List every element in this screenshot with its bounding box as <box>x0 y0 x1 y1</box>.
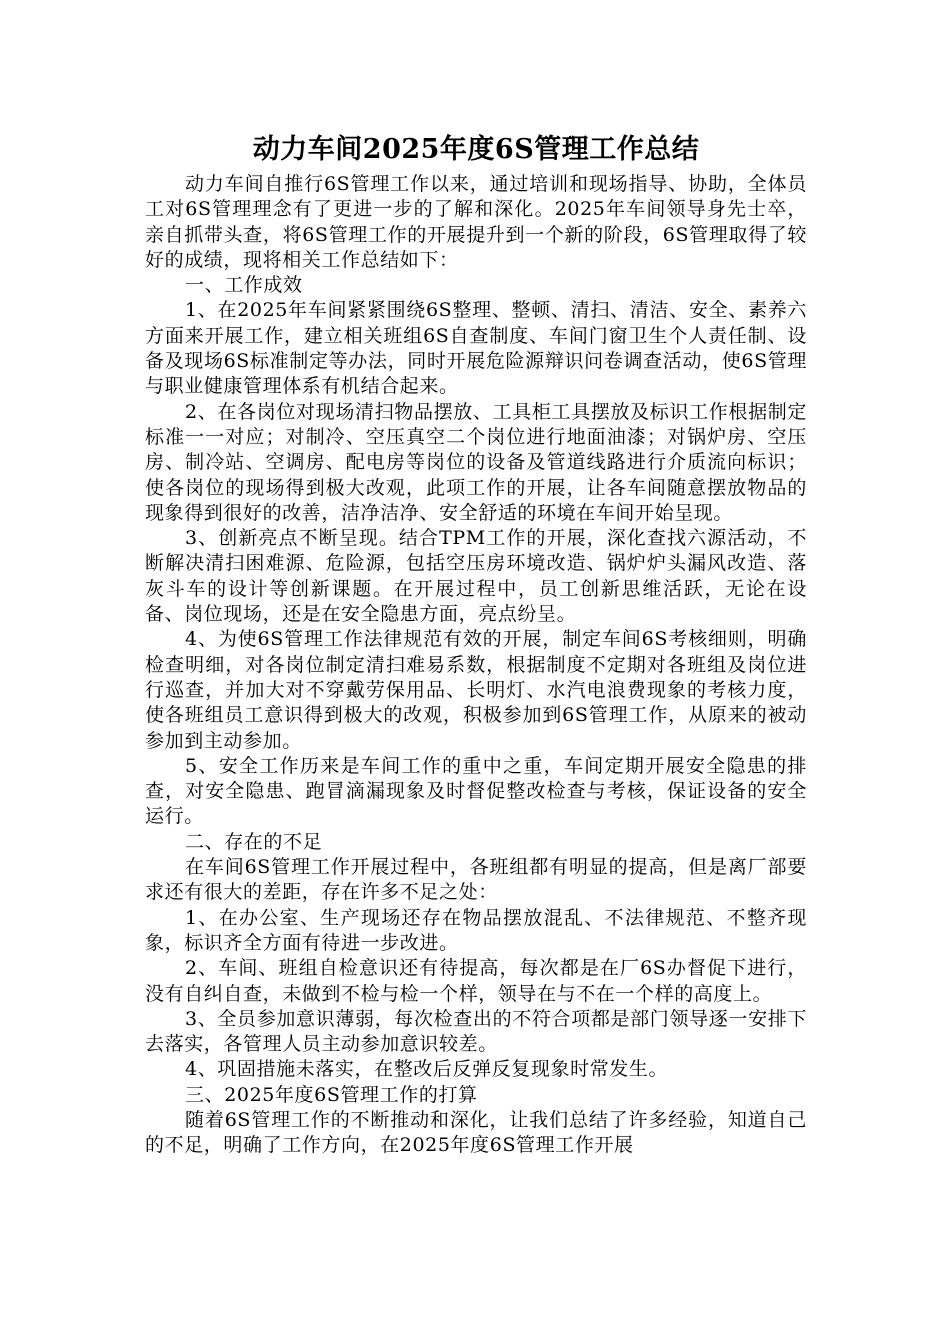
paragraph-plan-intro: 随着6S管理工作的不断推动和深化，让我们总结了许多经验，知道自己的不足，明确了工作方向，在2025年度6S管理工作开展 <box>145 1108 807 1157</box>
paragraph-shortcomings-intro: 在车间6S管理工作开展过程中，各班组都有明显的提高，但是离厂部要求还有很大的差距，存在许多不足之处： <box>145 856 807 904</box>
paragraph-result-4: 4、为使6S管理工作法律规范有效的开展，制定车间6S考核细则，明确检查明细，对各岗位制定清扫难易系数，根据制度不定期对各班组及岗位进行巡查，并加大对不穿戴劳保用品、长明灯、水汽电浪费现象的考核力度，使各班组员工意识得到极大的改观，积极参加到6S管理工作，从原来的被动参加到主动参加。 <box>145 628 807 752</box>
paragraph-shortcoming-2: 2、车间、班组自检意识还有待提高，每次都是在厂6S办督促下进行，没有自纠自查，未做到不检与检一个样，领导在与不在一个样的高度上。 <box>145 957 807 1005</box>
section-heading-plan: 三、2025年度6S管理工作的打算 <box>185 1083 478 1106</box>
paragraph-shortcoming-3: 3、全员参加意识薄弱，每次检查出的不符合项都是部门领导逐一安排下去落实，各管理人员主动参加意识较差。 <box>145 1007 807 1056</box>
paragraph-result-3: 3、创新亮点不断呈现。结合TPM工作的开展，深化查找六源活动，不断解决清扫困难源、危险源，包括空压房环境改造、锅炉炉头漏风改造、落灰斗车的设计等创新课题。在开展过程中，员工创新思维活跃，无论在设备、岗位现场，还是在安全隐患方面，亮点纷呈。 <box>145 527 807 626</box>
paragraph-result-1: 1、在2025年车间紧紧围绕6S整理、整顿、清扫、清洁、安全、素养六方面来开展工作，建立相关班组6S自查制度、车间门窗卫生个人责任制、设备及现场6S标准制定等办法，同时开展危险源辩识问卷调查活动，使6S管理与职业健康管理体系有机结合起来。 <box>145 299 807 398</box>
document-title: 动力车间2025年度6S管理工作总结 <box>252 134 700 165</box>
paragraph-result-2: 2、在各岗位对现场清扫物品摆放、工具柜工具摆放及标识工作根据制定标准一一对应；对制冷、空压真空二个岗位进行地面油漆；对锅炉房、空压房、制冷站、空调房、配电房等岗位的设备及管道线路进行介质流向标识；使各岗位的现场得到极大改观，此项工作的开展，让各车间随意摆放物品的现象得到很好的改善，洁净洁净、安全舒适的环境在车间开始呈现。 <box>145 400 807 524</box>
paragraph-shortcoming-4: 4、巩固措施未落实，在整改后反弹反复现象时常发生。 <box>185 1058 669 1081</box>
paragraph-intro: 动力车间自推行6S管理工作以来，通过培训和现场指导、协助，全体员工对6S管理理念有了更进一步的了解和深化。2025年车间领导身先士卒，亲自抓带头查，将6S管理工作的开展提升到一个新的阶段，6S管理取得了较好的成绩，现将相关工作总结如下： <box>145 173 807 271</box>
section-heading-results: 一、工作成效 <box>185 274 303 297</box>
section-heading-shortcomings: 二、存在的不足 <box>185 830 323 853</box>
paragraph-shortcoming-1: 1、在办公室、生产现场还存在物品摆放混乱、不法律规范、不整齐现象，标识齐全方面有待进一步改进。 <box>145 906 807 954</box>
paragraph-result-5: 5、安全工作历来是车间工作的重中之重，车间定期开展安全隐患的排查，对安全隐患、跑冒滴漏现象及时督促整改检查与考核，保证设备的安全运行。 <box>145 754 807 828</box>
document-page <box>145 128 807 1159</box>
